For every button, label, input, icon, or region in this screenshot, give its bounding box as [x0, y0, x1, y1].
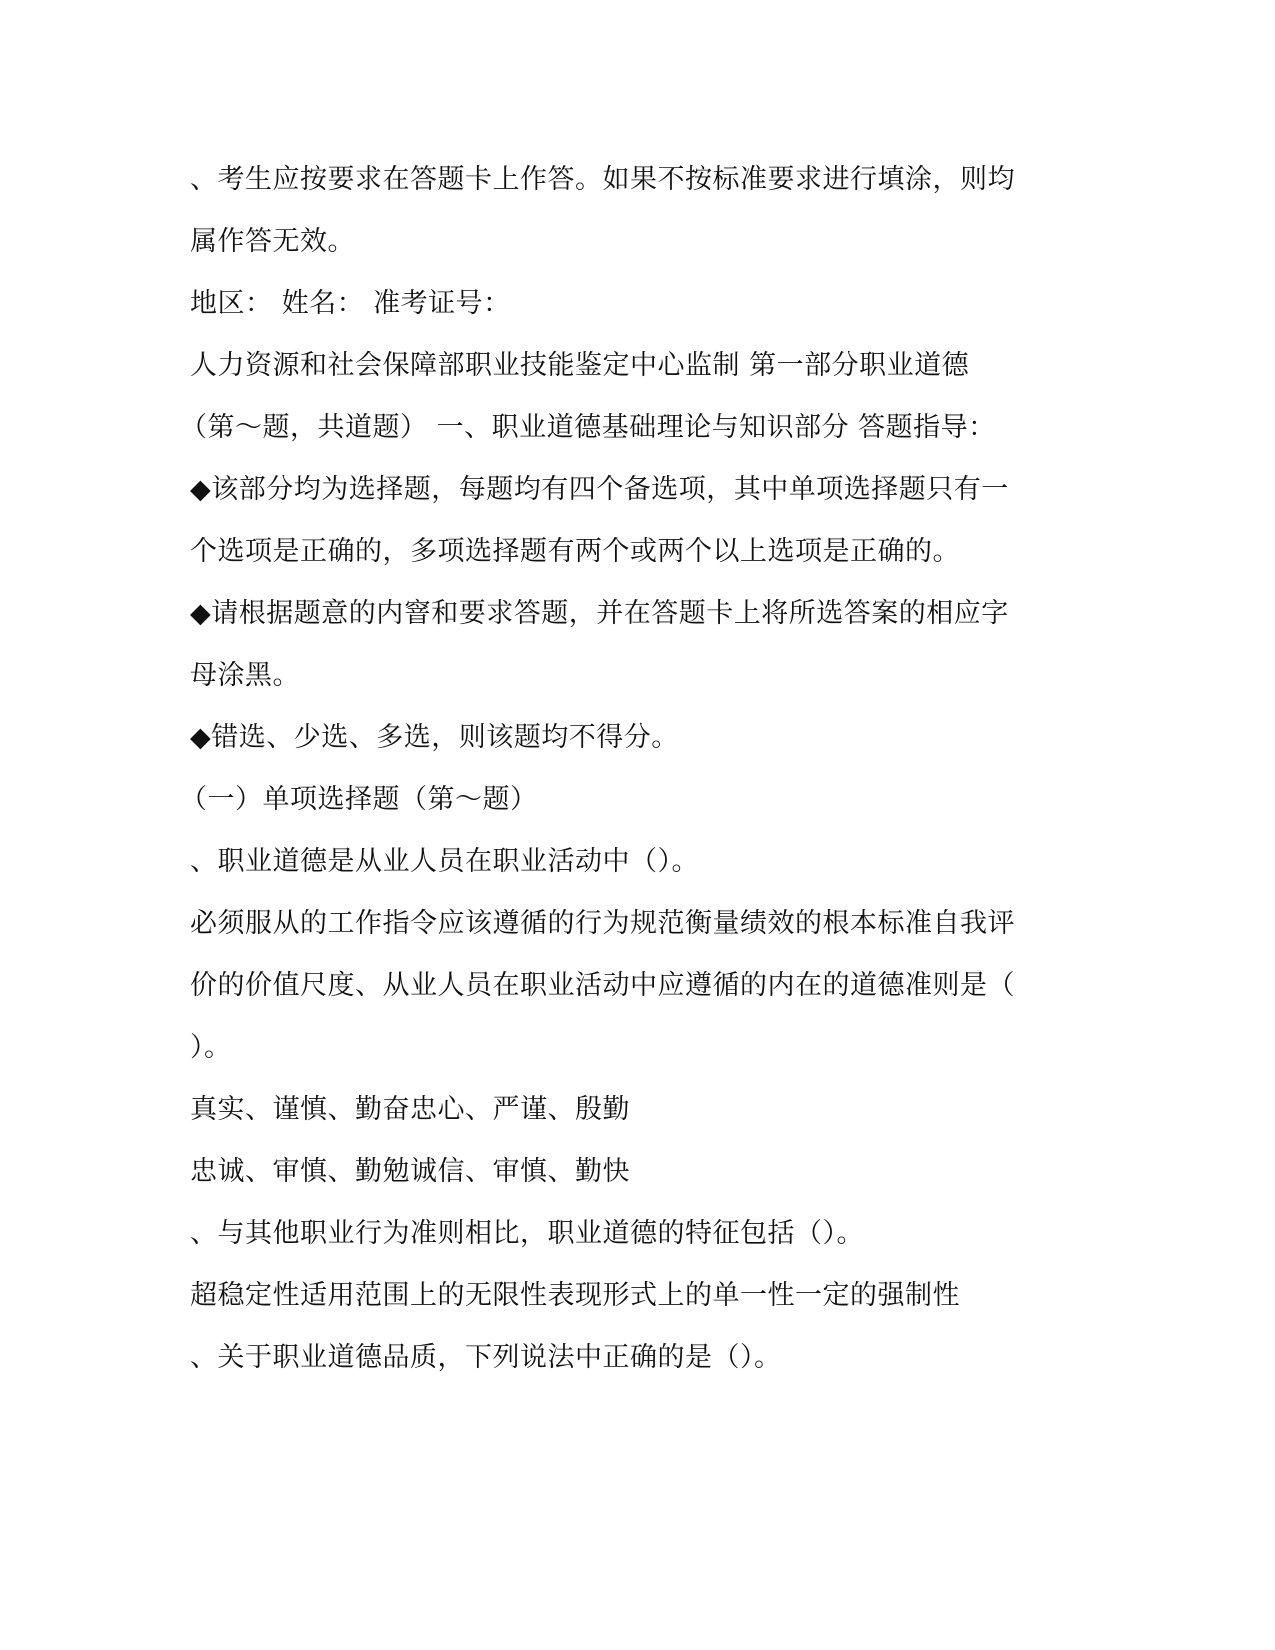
- instruction-line: ◆错选、少选、多选，则该题均不得分。: [190, 722, 679, 753]
- question-line: 、与其他职业行为准则相比，职业道德的特征包括（）。: [190, 1218, 864, 1249]
- text-line: 母涂黑。: [190, 660, 300, 691]
- text-line: ）。: [190, 1032, 232, 1063]
- option-line: 真实、谨慎、勤奋忠心、严谨、殷勤: [190, 1094, 630, 1125]
- instruction-line: ◆请根据题意的内窨和要求答题，并在答题卡上将所选答案的相应字: [190, 598, 1009, 629]
- question-line: 、关于职业道德品质，下列说法中正确的是（）。: [190, 1342, 782, 1373]
- text-line: 、考生应按要求在答题卡上作答。如果不按标准要求进行填涂，则均: [190, 164, 1015, 195]
- text-line: 必须服从的工作指令应该遵循的行为规范衡量绩效的根本标准自我评: [190, 908, 1015, 939]
- text-line: 个选项是正确的，多项选择题有两个或两个以上选项是正确的。: [190, 536, 960, 567]
- exam-info-line: 地区： 姓名： 准考证号：: [190, 288, 511, 319]
- text-line: 人力资源和社会保障部职业技能鉴定中心监制 第一部分职业道德: [190, 350, 970, 381]
- instruction-line: ◆该部分均为选择题，每题均有四个备选项，其中单项选择题只有一: [190, 474, 1009, 505]
- section-heading: （一）单项选择题（第～题）: [180, 784, 538, 815]
- text-line: （第～题，共道题） 一、职业道德基础理论与知识部分 答题指导：: [180, 412, 996, 443]
- option-line: 超稳定性适用范围上的无限性表现形式上的单一性一定的强制性: [190, 1280, 960, 1311]
- text-line: 属作答无效。: [190, 226, 355, 257]
- option-line: 忠诚、审慎、勤勉诚信、审慎、勤快: [190, 1156, 630, 1187]
- question-line: 、职业道德是从业人员在职业活动中（）。: [190, 846, 699, 877]
- text-line: 价的价值尺度、从业人员在职业活动中应遵循的内在的道德准则是（: [190, 970, 1015, 1001]
